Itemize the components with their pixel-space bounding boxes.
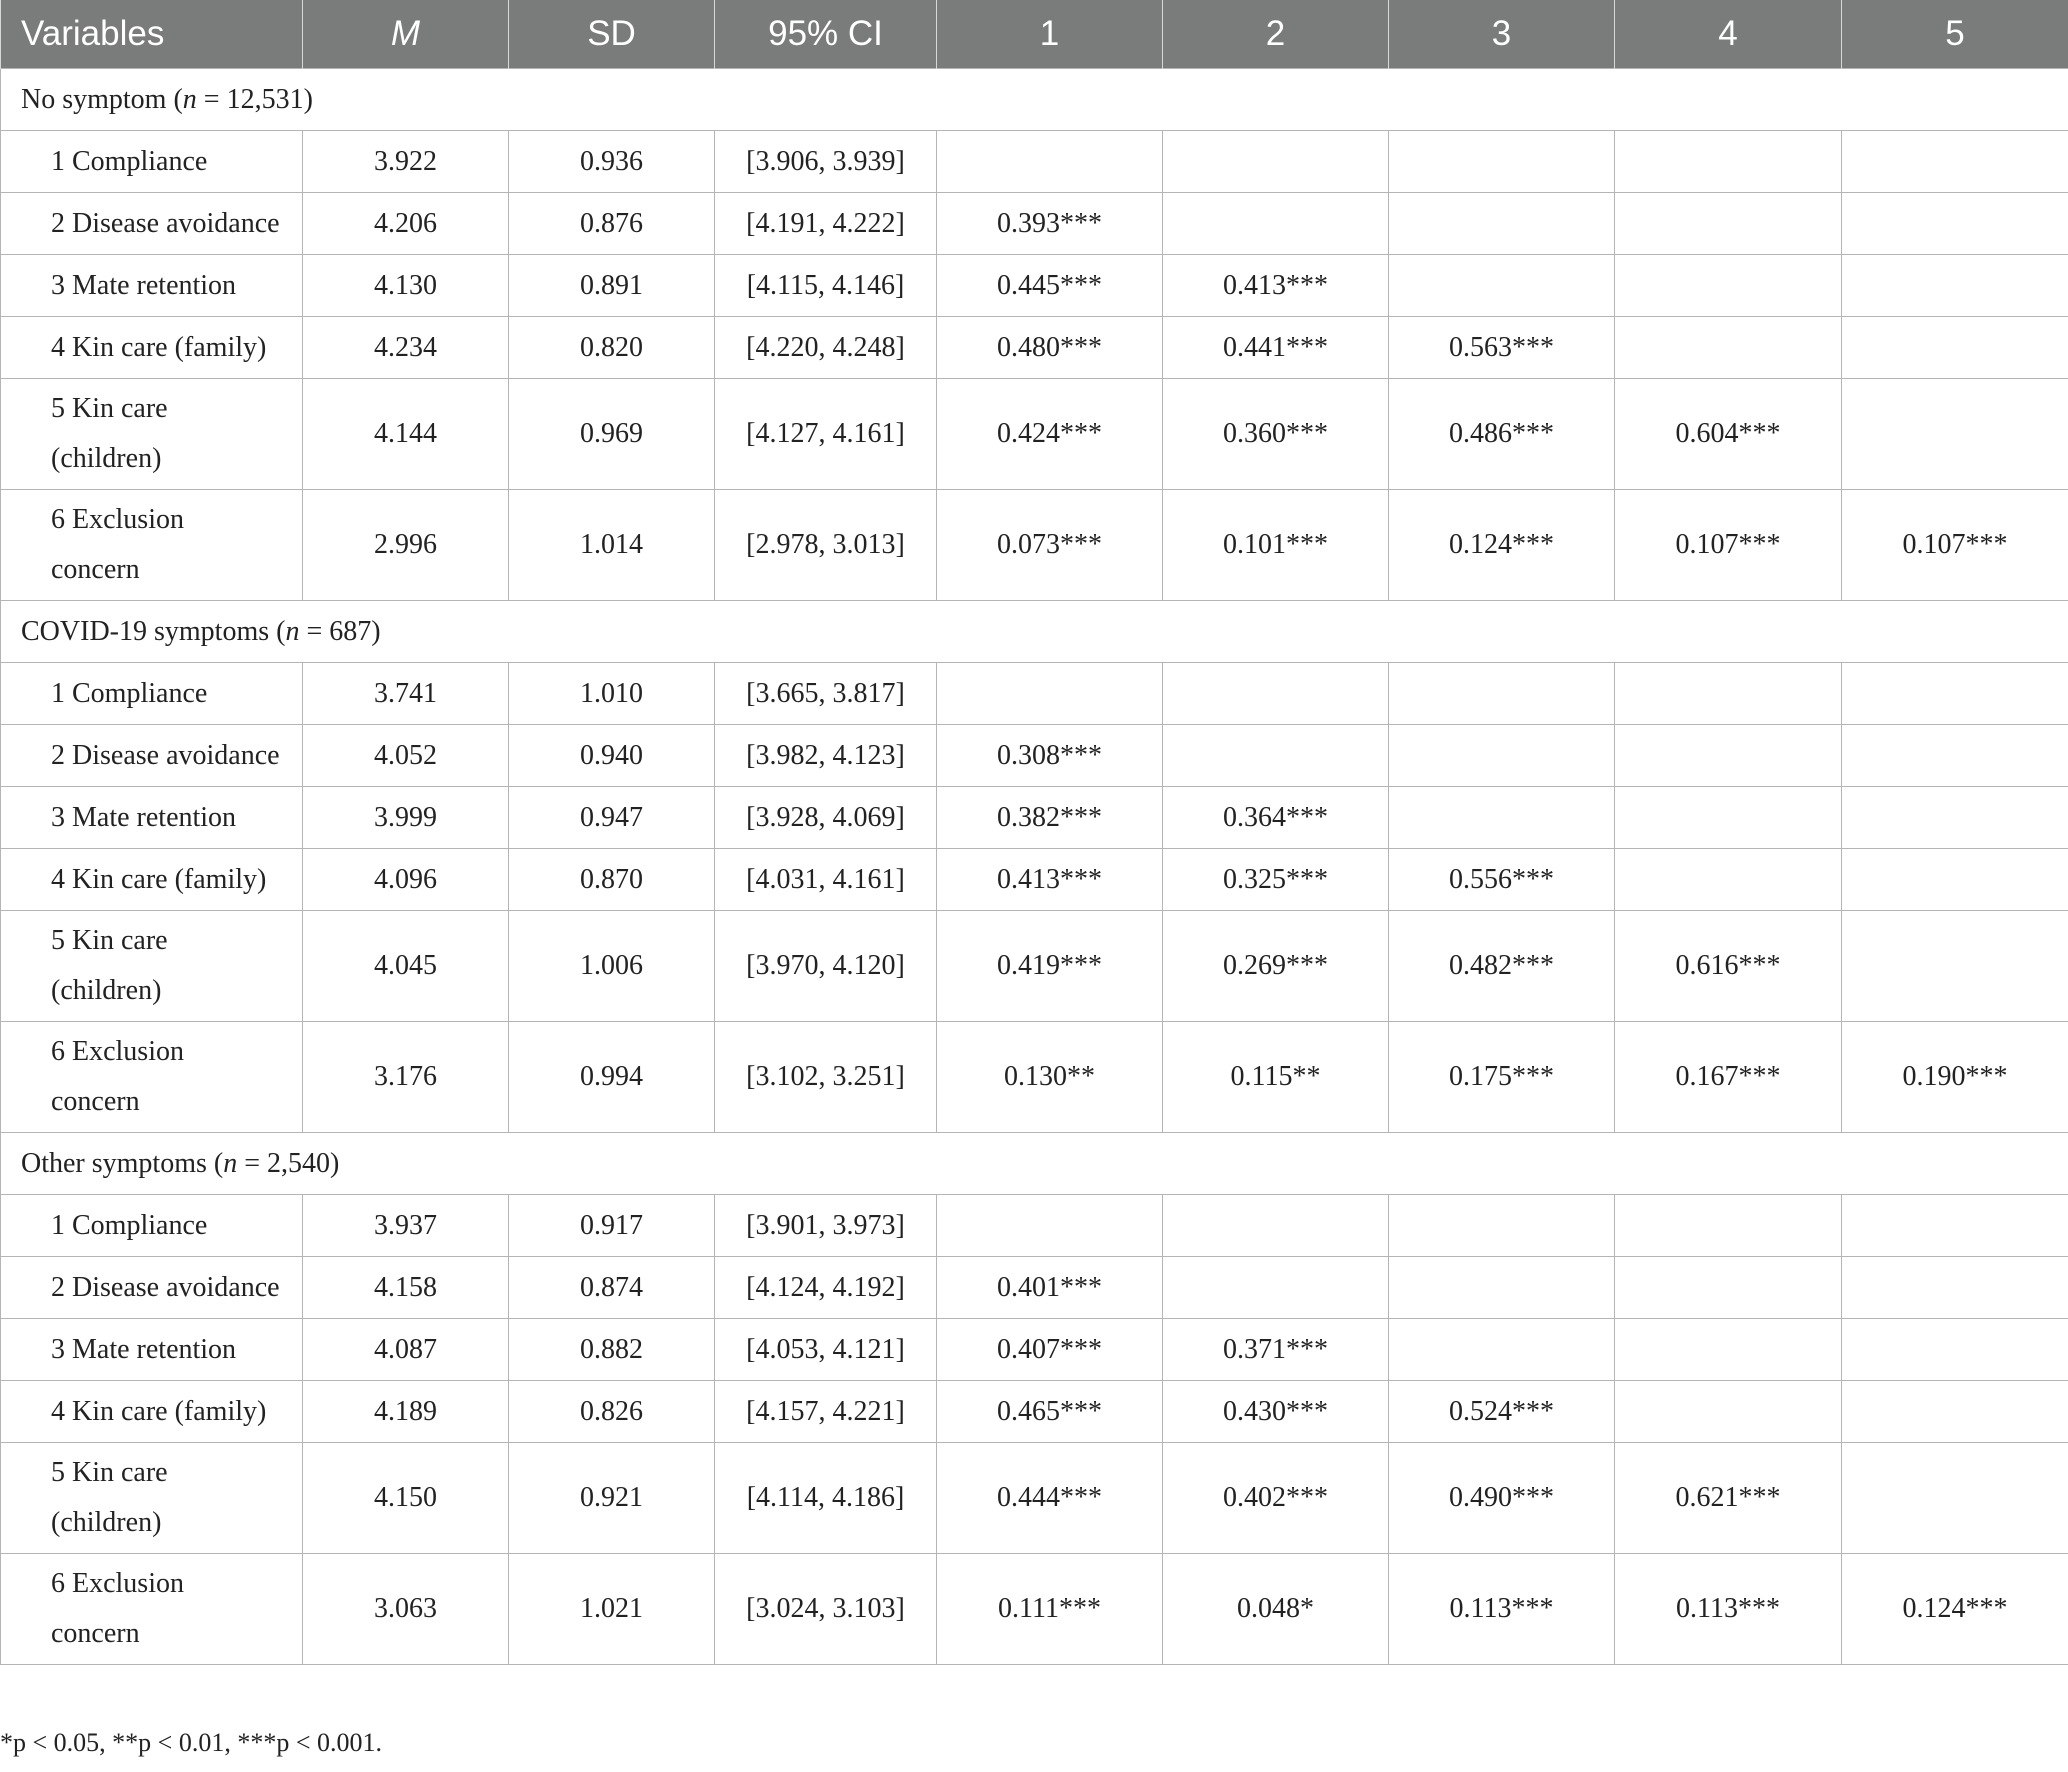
sd-cell: 0.921 (509, 1443, 715, 1554)
corr-4-cell: 0.604*** (1615, 379, 1842, 490)
table-row (1, 849, 2068, 911)
corr-1-cell: 0.308*** (937, 725, 1163, 787)
sd-cell: 0.936 (509, 131, 715, 193)
variable-line-1: 6 Exclusion (51, 1036, 184, 1067)
variable-cell: 1 Compliance (1, 663, 303, 725)
sd-cell: 0.876 (509, 193, 715, 255)
corr-5-cell (1842, 1381, 2068, 1443)
header-variables: Variables (1, 0, 303, 69)
sd-cell: 0.870 (509, 849, 715, 911)
corr-4-cell (1615, 1195, 1842, 1257)
ci-cell: [3.024, 3.103] (715, 1554, 937, 1665)
corr-2-cell (1163, 193, 1389, 255)
corr-4-cell: 0.167*** (1615, 1022, 1842, 1133)
table-row (1, 725, 2068, 787)
sd-cell: 1.006 (509, 911, 715, 1022)
group-n-value: = 12,531) (196, 83, 313, 115)
corr-2-cell (1163, 131, 1389, 193)
ci-cell: [4.191, 4.222] (715, 193, 937, 255)
ci-cell: [3.970, 4.120] (715, 911, 937, 1022)
group-label (1, 1133, 2068, 1195)
group-n-value: = 687) (299, 615, 381, 647)
header-col-1: 1 (937, 0, 1163, 69)
variable-line-1: 5 Kin care (51, 925, 168, 956)
corr-1-cell: 0.401*** (937, 1257, 1163, 1319)
mean-cell: 4.144 (303, 379, 509, 490)
corr-2-cell: 0.441*** (1163, 317, 1389, 379)
footnote: *p < 0.05, **p < 0.01, ***p < 0.001. (0, 1728, 382, 1757)
corr-1-cell: 0.444*** (937, 1443, 1163, 1554)
group-label (1, 69, 2068, 131)
corr-3-cell: 0.482*** (1389, 911, 1615, 1022)
corr-4-cell (1615, 131, 1842, 193)
mean-cell: 4.158 (303, 1257, 509, 1319)
sd-cell: 0.969 (509, 379, 715, 490)
corr-5-cell (1842, 317, 2068, 379)
corr-3-cell: 0.486*** (1389, 379, 1615, 490)
corr-3-cell: 0.124*** (1389, 490, 1615, 601)
variable-line-2: (children) (51, 1507, 162, 1538)
group-n-symbol: n (285, 615, 300, 647)
variable-cell: 4 Kin care (family) (1, 317, 303, 379)
corr-4-cell: 0.616*** (1615, 911, 1842, 1022)
table-row (1, 1319, 2068, 1381)
variable-cell (1, 1443, 303, 1554)
ci-cell: [3.982, 4.123] (715, 725, 937, 787)
variable-cell: 3 Mate retention (1, 1319, 303, 1381)
header-sd: SD (509, 0, 715, 69)
sd-cell: 0.882 (509, 1319, 715, 1381)
sd-cell: 0.891 (509, 255, 715, 317)
sd-cell: 0.917 (509, 1195, 715, 1257)
table-row (1, 787, 2068, 849)
ci-cell: [4.053, 4.121] (715, 1319, 937, 1381)
variable-line-2: (children) (51, 975, 162, 1006)
corr-1-cell: 0.393*** (937, 193, 1163, 255)
table-row (1, 911, 2068, 1022)
ci-cell: [4.115, 4.146] (715, 255, 937, 317)
table-row (1, 379, 2068, 490)
group-name: Other symptoms ( (21, 1147, 224, 1179)
variable-cell: 3 Mate retention (1, 787, 303, 849)
group-name: COVID-19 symptoms ( (21, 615, 286, 647)
corr-5-cell (1842, 911, 2068, 1022)
corr-1-cell: 0.419*** (937, 911, 1163, 1022)
mean-cell: 4.234 (303, 317, 509, 379)
corr-2-cell: 0.325*** (1163, 849, 1389, 911)
corr-4-cell (1615, 787, 1842, 849)
sd-cell: 0.820 (509, 317, 715, 379)
corr-1-cell (937, 663, 1163, 725)
corr-2-cell: 0.115** (1163, 1022, 1389, 1133)
corr-5-cell (1842, 131, 2068, 193)
mean-cell: 4.096 (303, 849, 509, 911)
corr-4-cell (1615, 317, 1842, 379)
variable-cell: 1 Compliance (1, 1195, 303, 1257)
corr-1-cell: 0.111*** (937, 1554, 1163, 1665)
corr-3-cell (1389, 1319, 1615, 1381)
sd-cell: 0.947 (509, 787, 715, 849)
corr-5-cell: 0.190*** (1842, 1022, 2068, 1133)
corr-1-cell: 0.424*** (937, 379, 1163, 490)
table-row (1, 1195, 2068, 1257)
table-row (1, 1554, 2068, 1665)
corr-5-cell: 0.124*** (1842, 1554, 2068, 1665)
corr-3-cell: 0.563*** (1389, 317, 1615, 379)
corr-5-cell: 0.107*** (1842, 490, 2068, 601)
ci-cell: [4.157, 4.221] (715, 1381, 937, 1443)
ci-cell: [3.665, 3.817] (715, 663, 937, 725)
sd-cell: 0.826 (509, 1381, 715, 1443)
sd-cell: 1.014 (509, 490, 715, 601)
variable-cell: 2 Disease avoidance (1, 725, 303, 787)
corr-5-cell (1842, 255, 2068, 317)
corr-5-cell (1842, 1257, 2068, 1319)
corr-5-cell (1842, 725, 2068, 787)
mean-cell: 4.052 (303, 725, 509, 787)
table-row (1, 490, 2068, 601)
corr-3-cell (1389, 193, 1615, 255)
table-row (1, 1022, 2068, 1133)
corr-3-cell (1389, 255, 1615, 317)
group-name: No symptom ( (21, 83, 183, 115)
corr-2-cell (1163, 1195, 1389, 1257)
variable-cell: 3 Mate retention (1, 255, 303, 317)
corr-4-cell (1615, 193, 1842, 255)
mean-cell: 2.996 (303, 490, 509, 601)
variable-cell (1, 379, 303, 490)
mean-cell: 4.206 (303, 193, 509, 255)
mean-cell: 3.063 (303, 1554, 509, 1665)
corr-4-cell: 0.113*** (1615, 1554, 1842, 1665)
header-mean: M (303, 0, 509, 69)
group-row (1, 69, 2068, 131)
sd-cell: 0.874 (509, 1257, 715, 1319)
mean-cell: 4.087 (303, 1319, 509, 1381)
corr-4-cell (1615, 663, 1842, 725)
group-row (1, 601, 2068, 663)
mean-cell: 3.999 (303, 787, 509, 849)
ci-cell: [4.127, 4.161] (715, 379, 937, 490)
header-row (1, 0, 2068, 69)
corr-3-cell: 0.524*** (1389, 1381, 1615, 1443)
corr-1-cell: 0.130** (937, 1022, 1163, 1133)
corr-3-cell (1389, 787, 1615, 849)
corr-1-cell: 0.445*** (937, 255, 1163, 317)
mean-cell: 3.937 (303, 1195, 509, 1257)
ci-cell: [4.124, 4.192] (715, 1257, 937, 1319)
corr-2-cell: 0.413*** (1163, 255, 1389, 317)
corr-4-cell (1615, 255, 1842, 317)
group-n-symbol: n (223, 1147, 238, 1179)
corr-2-cell: 0.101*** (1163, 490, 1389, 601)
corr-5-cell (1842, 1195, 2068, 1257)
table-row (1, 131, 2068, 193)
variable-cell (1, 911, 303, 1022)
corr-1-cell: 0.407*** (937, 1319, 1163, 1381)
corr-3-cell: 0.113*** (1389, 1554, 1615, 1665)
variable-cell (1, 1022, 303, 1133)
header-col-5: 5 (1842, 0, 2068, 69)
corr-4-cell (1615, 1257, 1842, 1319)
corr-2-cell: 0.430*** (1163, 1381, 1389, 1443)
group-n-symbol: n (182, 83, 197, 115)
corr-3-cell (1389, 1195, 1615, 1257)
corr-1-cell: 0.413*** (937, 849, 1163, 911)
ci-cell: [4.031, 4.161] (715, 849, 937, 911)
group-row (1, 1133, 2068, 1195)
variable-line-2: concern (51, 554, 140, 585)
mean-cell: 4.045 (303, 911, 509, 1022)
header-col-2: 2 (1163, 0, 1389, 69)
mean-cell: 3.741 (303, 663, 509, 725)
header-col-3: 3 (1389, 0, 1615, 69)
mean-cell: 3.176 (303, 1022, 509, 1133)
corr-4-cell (1615, 849, 1842, 911)
corr-3-cell: 0.556*** (1389, 849, 1615, 911)
corr-1-cell: 0.073*** (937, 490, 1163, 601)
ci-cell: [4.220, 4.248] (715, 317, 937, 379)
variable-line-1: 5 Kin care (51, 393, 168, 424)
variable-line-2: concern (51, 1086, 140, 1117)
mean-cell: 4.189 (303, 1381, 509, 1443)
corr-3-cell (1389, 725, 1615, 787)
group-label (1, 601, 2068, 663)
corr-2-cell: 0.048* (1163, 1554, 1389, 1665)
ci-cell: [3.906, 3.939] (715, 131, 937, 193)
corr-5-cell (1842, 787, 2068, 849)
variable-line-2: concern (51, 1618, 140, 1649)
sd-cell: 1.021 (509, 1554, 715, 1665)
header-col-4: 4 (1615, 0, 1842, 69)
corr-1-cell (937, 1195, 1163, 1257)
corr-5-cell (1842, 663, 2068, 725)
corr-2-cell (1163, 663, 1389, 725)
table-row (1, 317, 2068, 379)
table-row (1, 1443, 2068, 1554)
sd-cell: 0.940 (509, 725, 715, 787)
table-row (1, 1257, 2068, 1319)
variable-cell: 2 Disease avoidance (1, 193, 303, 255)
variable-cell (1, 490, 303, 601)
corr-1-cell: 0.382*** (937, 787, 1163, 849)
corr-2-cell (1163, 725, 1389, 787)
corr-3-cell (1389, 131, 1615, 193)
corr-3-cell (1389, 1257, 1615, 1319)
variable-line-2: (children) (51, 443, 162, 474)
variable-cell: 4 Kin care (family) (1, 849, 303, 911)
corr-1-cell: 0.480*** (937, 317, 1163, 379)
corr-2-cell: 0.402*** (1163, 1443, 1389, 1554)
corr-3-cell: 0.175*** (1389, 1022, 1615, 1133)
corr-4-cell: 0.107*** (1615, 490, 1842, 601)
header-ci: 95% CI (715, 0, 937, 69)
corr-1-cell: 0.465*** (937, 1381, 1163, 1443)
corr-2-cell: 0.364*** (1163, 787, 1389, 849)
table-row (1, 1381, 2068, 1443)
variable-line-1: 6 Exclusion (51, 504, 184, 535)
table-row (1, 193, 2068, 255)
variable-cell (1, 1554, 303, 1665)
ci-cell: [3.928, 4.069] (715, 787, 937, 849)
corr-5-cell (1842, 1319, 2068, 1381)
corr-2-cell: 0.269*** (1163, 911, 1389, 1022)
variable-line-1: 5 Kin care (51, 1457, 168, 1488)
table-row (1, 663, 2068, 725)
mean-cell: 3.922 (303, 131, 509, 193)
corr-3-cell: 0.490*** (1389, 1443, 1615, 1554)
ci-cell: [3.102, 3.251] (715, 1022, 937, 1133)
corr-5-cell (1842, 849, 2068, 911)
ci-cell: [4.114, 4.186] (715, 1443, 937, 1554)
corr-4-cell (1615, 1381, 1842, 1443)
sd-cell: 1.010 (509, 663, 715, 725)
ci-cell: [3.901, 3.973] (715, 1195, 937, 1257)
corr-4-cell: 0.621*** (1615, 1443, 1842, 1554)
variable-cell: 4 Kin care (family) (1, 1381, 303, 1443)
mean-cell: 4.150 (303, 1443, 509, 1554)
corr-4-cell (1615, 725, 1842, 787)
mean-cell: 4.130 (303, 255, 509, 317)
corr-4-cell (1615, 1319, 1842, 1381)
corr-1-cell (937, 131, 1163, 193)
corr-2-cell (1163, 1257, 1389, 1319)
variable-cell: 2 Disease avoidance (1, 1257, 303, 1319)
corr-5-cell (1842, 193, 2068, 255)
variable-cell: 1 Compliance (1, 131, 303, 193)
sd-cell: 0.994 (509, 1022, 715, 1133)
corr-5-cell (1842, 379, 2068, 490)
variable-line-1: 6 Exclusion (51, 1568, 184, 1599)
corr-5-cell (1842, 1443, 2068, 1554)
corr-2-cell: 0.371*** (1163, 1319, 1389, 1381)
corr-3-cell (1389, 663, 1615, 725)
group-n-value: = 2,540) (237, 1147, 340, 1179)
ci-cell: [2.978, 3.013] (715, 490, 937, 601)
table-row (1, 255, 2068, 317)
corr-2-cell: 0.360*** (1163, 379, 1389, 490)
